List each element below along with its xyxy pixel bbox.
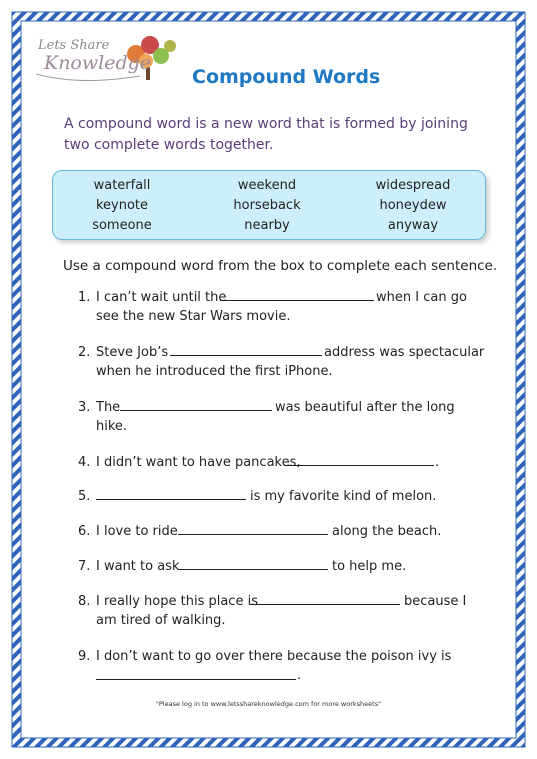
logo-line2: Knowledge bbox=[44, 52, 152, 74]
question-text-after: . bbox=[435, 455, 440, 470]
word-item: anyway bbox=[387, 218, 439, 233]
question-text-after: when I can go bbox=[376, 290, 467, 305]
question-number: 7. bbox=[78, 559, 91, 574]
question-6 bbox=[78, 522, 488, 541]
question-5 bbox=[78, 487, 488, 506]
question-9 bbox=[78, 647, 488, 687]
question-4 bbox=[78, 453, 488, 472]
question-number: 3. bbox=[78, 400, 91, 415]
word-box bbox=[52, 170, 486, 240]
question-text-after: was beautiful after the long bbox=[275, 400, 455, 415]
answer-blank[interactable] bbox=[250, 604, 400, 605]
answer-blank[interactable] bbox=[178, 534, 328, 535]
answer-blank[interactable] bbox=[284, 465, 434, 466]
word-item: someone bbox=[92, 218, 152, 233]
question-text-before: I really hope this place is bbox=[96, 594, 258, 609]
question-7 bbox=[78, 557, 488, 576]
question-text-after: to help me. bbox=[332, 559, 407, 574]
word-item: keynote bbox=[95, 198, 149, 213]
question-number: 4. bbox=[78, 455, 91, 470]
word-item: widespread bbox=[375, 178, 451, 193]
word-item: horseback bbox=[233, 198, 301, 213]
question-text-before: Steve Job’s bbox=[96, 345, 169, 360]
question-number: 9. bbox=[78, 649, 91, 664]
question-2 bbox=[78, 343, 488, 381]
answer-blank[interactable] bbox=[170, 355, 322, 356]
question-number: 8. bbox=[78, 594, 91, 609]
question-number: 1. bbox=[78, 290, 91, 305]
question-text-after: along the beach. bbox=[332, 524, 442, 539]
answer-blank[interactable] bbox=[178, 569, 328, 570]
instruction-text: Use a compound word from the box to complete each sentence. bbox=[63, 258, 498, 274]
question-text-after: address was spectacular bbox=[324, 345, 485, 360]
question-text-after: . bbox=[297, 668, 302, 683]
answer-blank[interactable] bbox=[120, 410, 272, 411]
lets-share-knowledge-logo bbox=[30, 30, 190, 90]
question-text-line2: hike. bbox=[96, 419, 128, 434]
question-text-line2: when he introduced the first iPhone. bbox=[96, 364, 333, 379]
word-item: waterfall bbox=[93, 178, 151, 193]
question-text-line2: see the new Star Wars movie. bbox=[96, 309, 291, 324]
question-number: 5. bbox=[78, 489, 91, 504]
word-item: weekend bbox=[237, 178, 297, 193]
logo-line1: Lets Share bbox=[38, 38, 110, 53]
question-text-before: I can’t wait until the bbox=[96, 290, 227, 305]
question-8 bbox=[78, 592, 488, 630]
intro-text: A compound word is a new word that is formed by joining two complete words together. bbox=[64, 116, 468, 153]
question-text-before: The bbox=[96, 400, 121, 415]
question-3 bbox=[78, 398, 488, 436]
word-item: honeydew bbox=[379, 198, 447, 213]
answer-blank[interactable] bbox=[96, 499, 246, 500]
question-number: 2. bbox=[78, 345, 91, 360]
question-text-before: I don’t want to go over there because the poison ivy is bbox=[96, 649, 452, 664]
question-text-after: is my favorite kind of melon. bbox=[250, 489, 437, 504]
question-text-after: because I bbox=[404, 594, 467, 609]
word-item: nearby bbox=[244, 218, 290, 233]
answer-blank[interactable] bbox=[220, 300, 374, 301]
question-text-before: I didn’t want to have pancakes, bbox=[96, 455, 301, 470]
question-number: 6. bbox=[78, 524, 91, 539]
answer-blank[interactable] bbox=[96, 679, 296, 680]
question-text-line2: am tired of walking. bbox=[96, 613, 226, 628]
question-text-before: I want to ask bbox=[96, 559, 180, 574]
footer-note: "Please log in to www.letsshareknowledge.com for more worksheets" bbox=[155, 700, 382, 708]
question-1 bbox=[78, 288, 488, 326]
page-title: Compound Words bbox=[192, 66, 381, 88]
question-text-before: I love to ride bbox=[96, 524, 178, 539]
